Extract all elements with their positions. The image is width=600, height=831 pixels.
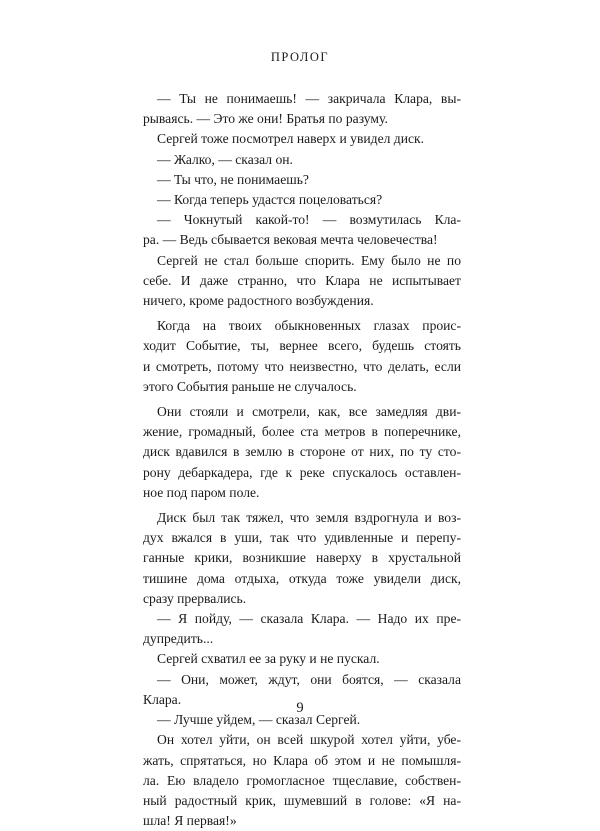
text-line: Сергей не стал больше спорить. Ему было не по (157, 252, 461, 268)
text-line: — Чокнутый какой-то! — возмутилась Кла- (157, 212, 461, 228)
text-line: жение, громадный, более ста метров в поперечнике, (143, 424, 461, 440)
text-line: этого События раньше не случалось. (143, 378, 357, 394)
running-header: ПРОЛОГ (270, 50, 330, 64)
text-line: и смотреть, потому что неизвестно, что делать, если (143, 358, 461, 374)
text-line: — Жалко, — сказал он. (157, 151, 293, 167)
text-line: ла. Ею владело громогласное тщеславие, собствен- (143, 772, 461, 788)
text-line: — Ты что, не понимаешь? (157, 171, 309, 187)
text-line: Сергей схватил ее за руку и не пускал. (157, 651, 380, 667)
text-line: — Лучше уйдем, — сказал Сергей. (157, 712, 361, 728)
text-line: ра. — Ведь сбывается вековая мечта человечества! (143, 232, 438, 248)
text-line: дупредить... (143, 631, 214, 647)
text-line: ный радостный крик, шумевший в голове: «Я на- (143, 792, 461, 808)
page-number: 9 (296, 700, 304, 716)
text-line: тишине дома отдыха, откуда тоже увидели диск, (143, 570, 461, 586)
text-line: себе. И даже странно, что Клара не испытывает (143, 272, 461, 288)
text-line: Клара. (143, 691, 182, 707)
text-line: — Ты не понимаешь! — закричала Клара, вы- (157, 91, 461, 106)
text-line: шла! Я первая!» (143, 813, 237, 829)
body-text (143, 84, 461, 831)
text-line: Они стояли и смотрели, как, все замедляя дви- (157, 404, 461, 420)
text-line: сразу прервались. (143, 590, 247, 606)
text-line: — Я пойду, — сказала Клара. — Надо их пре- (157, 611, 461, 627)
text-line: ничего, кроме радостного возбуждения. (143, 293, 374, 309)
text-line: ное под паром поле. (143, 484, 260, 500)
text-line: — Когда теперь удастся поцеловаться? (157, 192, 383, 208)
text-line: жать, спрятаться, но Клара об этом и не помышля- (143, 752, 461, 768)
text-line: Диск был так тяжел, что земля вздрогнула и воз- (157, 510, 461, 526)
text-line: ходит Событие, ты, вернее всего, будешь стоять (143, 338, 461, 354)
text-line: рону дебаркадера, где к реке спускалось оставлен- (143, 464, 461, 480)
text-line: рываясь. — Это же они! Братья по разуму. (143, 111, 388, 127)
text-line: — Они, может, ждут, они боятся, — сказала (157, 671, 461, 687)
text-line: ганные крики, возникшие наверху в хрустальной (143, 550, 461, 566)
text-line: Он хотел уйти, он всей шкурой хотел уйти, убе- (157, 732, 461, 748)
text-line: Сергей тоже посмотрел наверх и увидел диск. (157, 131, 425, 147)
text-line: дух вжался в уши, так что удивленные и перепу- (143, 530, 461, 546)
text-line: Когда на твоих обыкновенных глазах проис- (157, 318, 461, 334)
text-line: диск вдавился в землю в стороне от них, по ту сто- (143, 444, 461, 460)
